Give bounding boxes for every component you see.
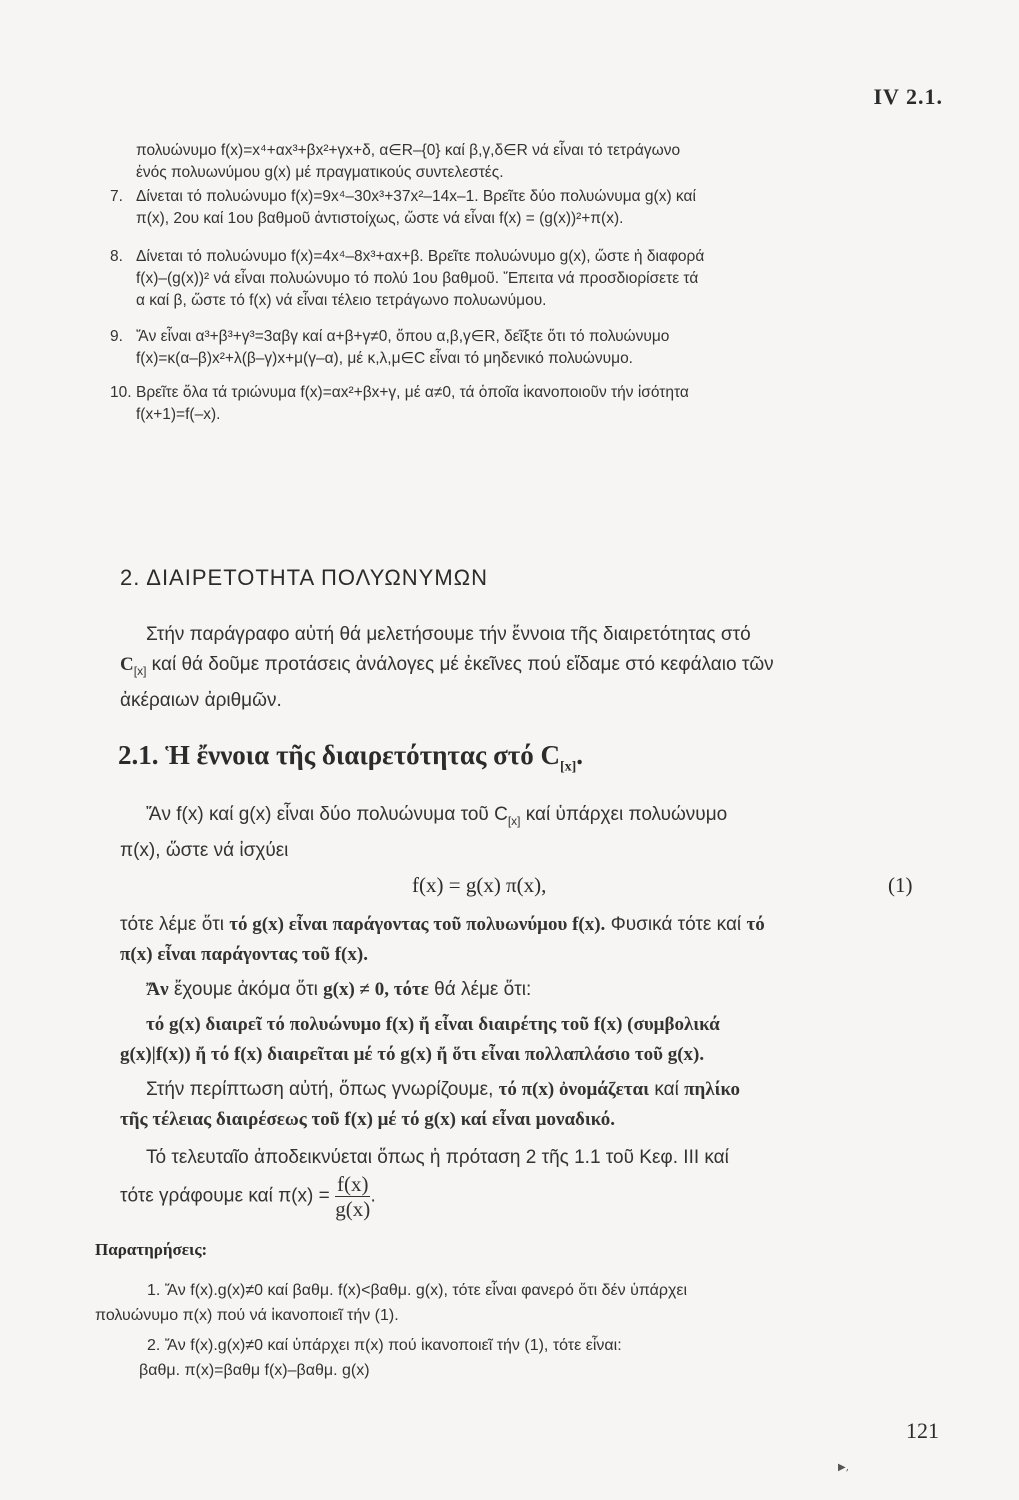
exercise-line: Ἄν εἶναι α³+β³+γ³=3αβγ καί α+β+γ≠0, ὅπου α,β,γ∈R, δεῖξτε ὅτι τό πολυώνυμο [136,328,670,345]
running-header: IV 2.1. [873,84,943,109]
intro-line: $C_{[x]}$ καί θά δοῦμε προτάσεις ἀνάλογες μέ ἐκεῖνες πού εἴδαμε στό κεφάλαιο τῶν [120,654,774,678]
definition-line: τότε λέμε ὅτι τό g(x) εἶναι παράγοντας τοῦ πολυωνύμου f(x). Φυσικά τότε καί τό [120,914,765,935]
exercise-line: Δίνεται τό πολυώνυμο f(x)=9x⁴–30x³+37x²–14x–1. Βρεῖτε δύο πολυώνυμα g(x) καί [136,188,696,205]
remark-2 [95,1333,955,1383]
fraction-line: τότε γράφουμε καί π(x) = $\frac{f(x)}{g(x)}$ . [120,1172,376,1221]
remark-1 [95,1278,955,1328]
subsection-heading: 2.1. Ἡ ἔννοια τῆς διαιρετότητας στό $C_{[x]}$. [118,740,584,775]
definition-continued [120,910,950,970]
exercise-line: π(x), 2ου καί 1ου βαθμοῦ ἀντιστοίχως, ὥστε νά εἶναι f(x) = (g(x))²+π(x). [136,210,624,227]
exercise-line: f(x+1)=f(–x). [136,406,221,423]
section-heading: 2. ΔΙΑΙΡΕΤΟΤΗΤΑ ΠΟΛΥΩΝΥΜΩΝ [120,565,488,590]
divisibility-statement [120,1010,950,1070]
definition-line: π(x) εἶναι παράγοντας τοῦ f(x). [120,944,368,965]
exercise-line: f(x)=κ(α–β)x²+λ(β–γ)x+μ(γ–α), μέ κ,λ,μ∈C εἶναι τό μηδενικό πολυώνυμο. [136,350,633,367]
exercise-line: α καί β, ὥστε τό f(x) νά εἶναι τέλειο τετράγωνο πολυωνύμου. [136,292,547,309]
intro-paragraph [120,620,950,716]
definition-line: Ἄν f(x) καί g(x) εἶναι δύο πολυώνυμα τοῦ $C_{[x]}$ καί ὑπάρχει πολυώνυμο [146,804,728,828]
exercise-line: ἑνός πολυωνύμου g(x) μέ πραγματικούς συντελεστές. [136,164,504,181]
exercise-line: πολυώνυμο f(x)=x⁴+αx³+βx²+γx+δ, α∈R–{0} καί β,γ,δ∈R νά εἶναι τό τετράγωνο [136,142,681,159]
remarks-heading: Παρατηρήσεις: [95,1240,208,1259]
definition-line-10: Τό τελευταῖο ἀποδεικνύεται ὅπως ἡ πρόταση 2 τῆς 1.1 τοῦ Κεφ. ΙΙΙ καί [146,1147,729,1168]
equation-number: (1) [888,873,913,897]
remark-line: πολυώνυμο π(x) πού νά ἱκανοποιεῖ τήν (1). [95,1307,399,1324]
exercise-10 [110,382,950,426]
remark-line: 2. Ἄν f(x).g(x)≠0 καί ὑπάρχει π(x) πού ἱκανοποιεῖ τήν (1), τότε εἶναι: [147,1337,622,1354]
exercise-number: 9. [110,328,123,345]
definition-line-5: Ἄν ἔχουμε ἀκόμα ὅτι g(x) ≠ 0, τότε θά λέμε ὅτι: [146,979,532,1000]
exercise-number: 7. [110,188,123,205]
definition-line: Στήν περίπτωση αὐτή, ὅπως γνωρίζουμε, τό π(x) ὀνομάζεται καί πηλίκο [146,1079,741,1100]
exercise-8 [110,246,950,312]
exercise-number: 10. [110,384,132,401]
print-mark: ▶, [838,1462,849,1473]
quotient-paragraph [120,1075,950,1135]
intro-line: ἀκέραιων ἀριθμῶν. [120,689,282,711]
remark-line: 1. Ἄν f(x).g(x)≠0 καί βαθμ. f(x)<βαθμ. g(x), τότε εἶναι φανερό ὅτι δέν ὑπάρχει [147,1282,688,1299]
page-number: 121 [906,1418,939,1443]
exercise-line: Βρεῖτε ὅλα τά τριώνυμα f(x)=αx²+βx+γ, μέ α≠0, τά ὁποῖα ἱκανοποιοῦν τήν ἰσότητα [136,384,689,401]
definition-line: τό g(x) διαιρεῖ τό πολυώνυμο f(x) ἤ εἶναι διαιρέτης τοῦ f(x) (συμβολικά [146,1014,720,1035]
exercise-number: 8. [110,248,123,265]
equation-1: f(x) = g(x) π(x), [412,873,547,897]
quotient-fraction: $\frac{f(x)}{g(x)}$ [335,1172,371,1221]
definition-line: τῆς τέλειας διαιρέσεως τοῦ f(x) μέ τό g(x) καί εἶναι μοναδικό. [120,1109,616,1130]
definition-line: π(x), ὥστε νά ἰσχύει [120,839,289,861]
exercise-line: f(x)–(g(x))² νά εἶναι πολυώνυμο τό πολύ 1ου βαθμοῦ. Ἔπειτα νά προσδιορίσετε τά [136,270,699,287]
exercise-continued [110,140,950,184]
definition-line: g(x)|f(x)) ἤ τό f(x) διαιρεῖται μέ τό g(x) ἤ ὅτι εἶναι πολλαπλάσιο τοῦ g(x). [120,1044,705,1065]
exercise-9 [110,326,950,370]
definition-paragraph [120,800,950,866]
exercise-7 [110,186,950,230]
exercise-line: Δίνεται τό πολυώνυμο f(x)=4x⁴–8x³+αx+β. Βρεῖτε πολυώνυμο g(x), ὥστε ἡ διαφορά [136,248,705,265]
remark-line: βαθμ. π(x)=βαθμ f(x)–βαθμ. g(x) [139,1362,370,1379]
intro-line: Στήν παράγραφο αὐτή θά μελετήσουμε τήν ἔννοια τῆς διαιρετότητας στό [146,624,751,645]
